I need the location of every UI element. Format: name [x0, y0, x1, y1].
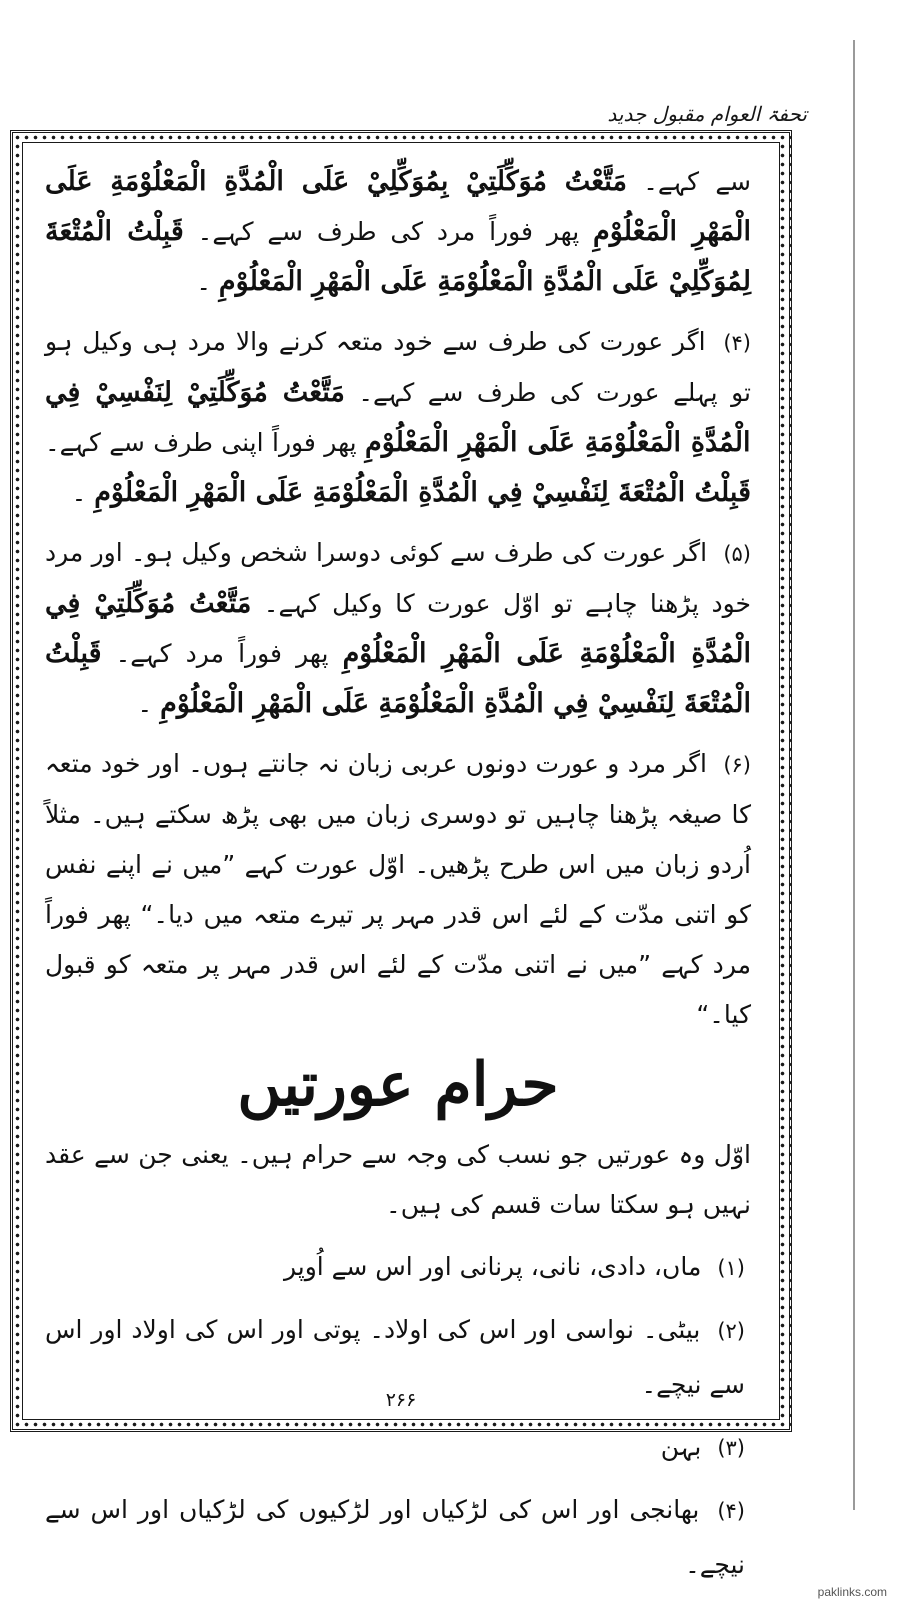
page-body	[22, 142, 780, 1579]
running-header: تحفۃ العوام مقبول جدید	[607, 102, 807, 126]
page-number: ۲۶۶	[385, 1389, 417, 1411]
list-text: بیٹی۔ نواسی اور اس کی اولاد۔ پوتی اور اس کی اولاد اور اس سے نیچے۔	[45, 1315, 745, 1399]
urdu-text: ۔	[71, 478, 87, 507]
arabic-formula: قَبِلْتُ الْمُتْعَةَ لِنَفْسِيْ فِي الْمُدَّةِ الْمَعْلُوْمَةِ عَلَى الْمَهْرِ الْمَعْلُوْمِ	[94, 477, 751, 508]
paragraph-number: (۵)	[723, 542, 751, 566]
page-border	[10, 130, 792, 1579]
urdu-text: ۔	[137, 689, 153, 718]
list-text: بہن	[660, 1432, 702, 1461]
list-item	[45, 1483, 751, 1592]
site-watermark: paklinks.com	[817, 1585, 887, 1599]
paragraph-continued	[45, 157, 751, 307]
list-item	[45, 1240, 751, 1295]
urdu-text: اگر عورت کی طرف سے کوئی دوسرا شخص وکیل ہو۔ اور مرد خود پڑھنا چاہے تو اوّل عورت کا وکیل کہے۔	[45, 538, 751, 618]
urdu-text: پھر فوراً مرد کہے۔	[101, 639, 329, 668]
paragraph-6	[45, 739, 751, 1040]
arabic-formula: مَتَّعْتُ مُوَكِّلَتِيْ لِنَفْسِيْ فِي الْمُدَّةِ الْمَعْلُوْمَةِ عَلَى الْمَهْرِ الْمَعْلُوْمِ	[45, 377, 751, 458]
urdu-text: سے کہے۔	[626, 167, 751, 196]
list-text: بھانجی اور اس کی لڑکیاں اور لڑکیوں کی لڑکیاں اور اس سے نیچے۔	[45, 1495, 745, 1579]
urdu-text: پھر فوراً مرد کی طرف سے کہے۔	[183, 217, 580, 246]
scan-edge-line	[853, 40, 855, 1510]
arabic-formula: مَتَّعْتُ مُوَكِّلَتِيْ بِمُوَكِّلِيْ عَلَى الْمُدَّةِ الْمَعْلُوْمَةِ عَلَى الْمَهْرِ الْمَعْلُوْمِ	[45, 166, 751, 247]
section-title: حرام عورتیں	[237, 1050, 559, 1120]
list-number: (۱)	[717, 1256, 745, 1280]
arabic-formula: قَبِلْتُ الْمُتْعَةَ لِنَفْسِيْ فِي الْمُدَّةِ الْمَعْلُوْمَةِ عَلَى الْمَهْرِ الْمَعْلُوْمِ	[45, 638, 751, 719]
paragraph-5	[45, 528, 751, 729]
arabic-formula: قَبِلْتُ الْمُتْعَةَ لِمُوَكِّلِيْ عَلَى الْمُدَّةِ الْمَعْلُوْمَةِ عَلَى الْمَهْرِ الْمَعْلُوْمِ	[45, 216, 751, 297]
arabic-formula: مَتَّعْتُ مُوَكِّلَتِيْ فِي الْمُدَّةِ الْمَعْلُوْمَةِ عَلَى الْمَهْرِ الْمَعْلُوْمِ	[45, 588, 751, 669]
paragraph-4	[45, 317, 751, 518]
paragraph-number: (۶)	[723, 753, 751, 777]
list-item	[45, 1420, 751, 1475]
list-number: (۴)	[717, 1499, 745, 1523]
section-heading	[45, 1050, 751, 1120]
urdu-text: اگر عورت کی طرف سے خود متعہ کرنے والا مرد ہی وکیل ہو تو پہلے عورت کی طرف سے کہے۔	[45, 327, 751, 407]
urdu-text: اگر مرد و عورت دونوں عربی زبان نہ جانتے ہوں۔ اور خود متعہ کا صیغہ پڑھنا چاہیں تو دوسری زبان میں بھی پڑھ سکتے ہیں۔ مثلاً اُردو زبان میں اس طرح پڑھیں۔ اوّل عورت کہے ”میں نے اپنے نفس کو اتنی مدّت کے لئے اس قدر مہر پر تیرے متعہ میں دیا۔“ پھر فوراً مرد کہے ”میں نے اتنی مدّت کے لئے اس قدر مہر پر متعہ کو قبول کیا۔“	[45, 749, 751, 1029]
list-number: (۳)	[717, 1436, 745, 1460]
urdu-text: ۔	[196, 267, 211, 296]
list-text: ماں، دادی، نانی، پرنانی اور اس سے اُوپر	[283, 1252, 702, 1281]
paragraph-number: (۴)	[723, 331, 751, 355]
intro-paragraph: اوّل وہ عورتیں جو نسب کی وجہ سے حرام ہیں۔ یعنی جن سے عقد نہیں ہو سکتا سات قسم کی ہیں۔	[45, 1140, 751, 1219]
urdu-text: پھر فوراً اپنی طرف سے کہے۔	[45, 428, 357, 457]
list-number: (۲)	[717, 1319, 745, 1343]
